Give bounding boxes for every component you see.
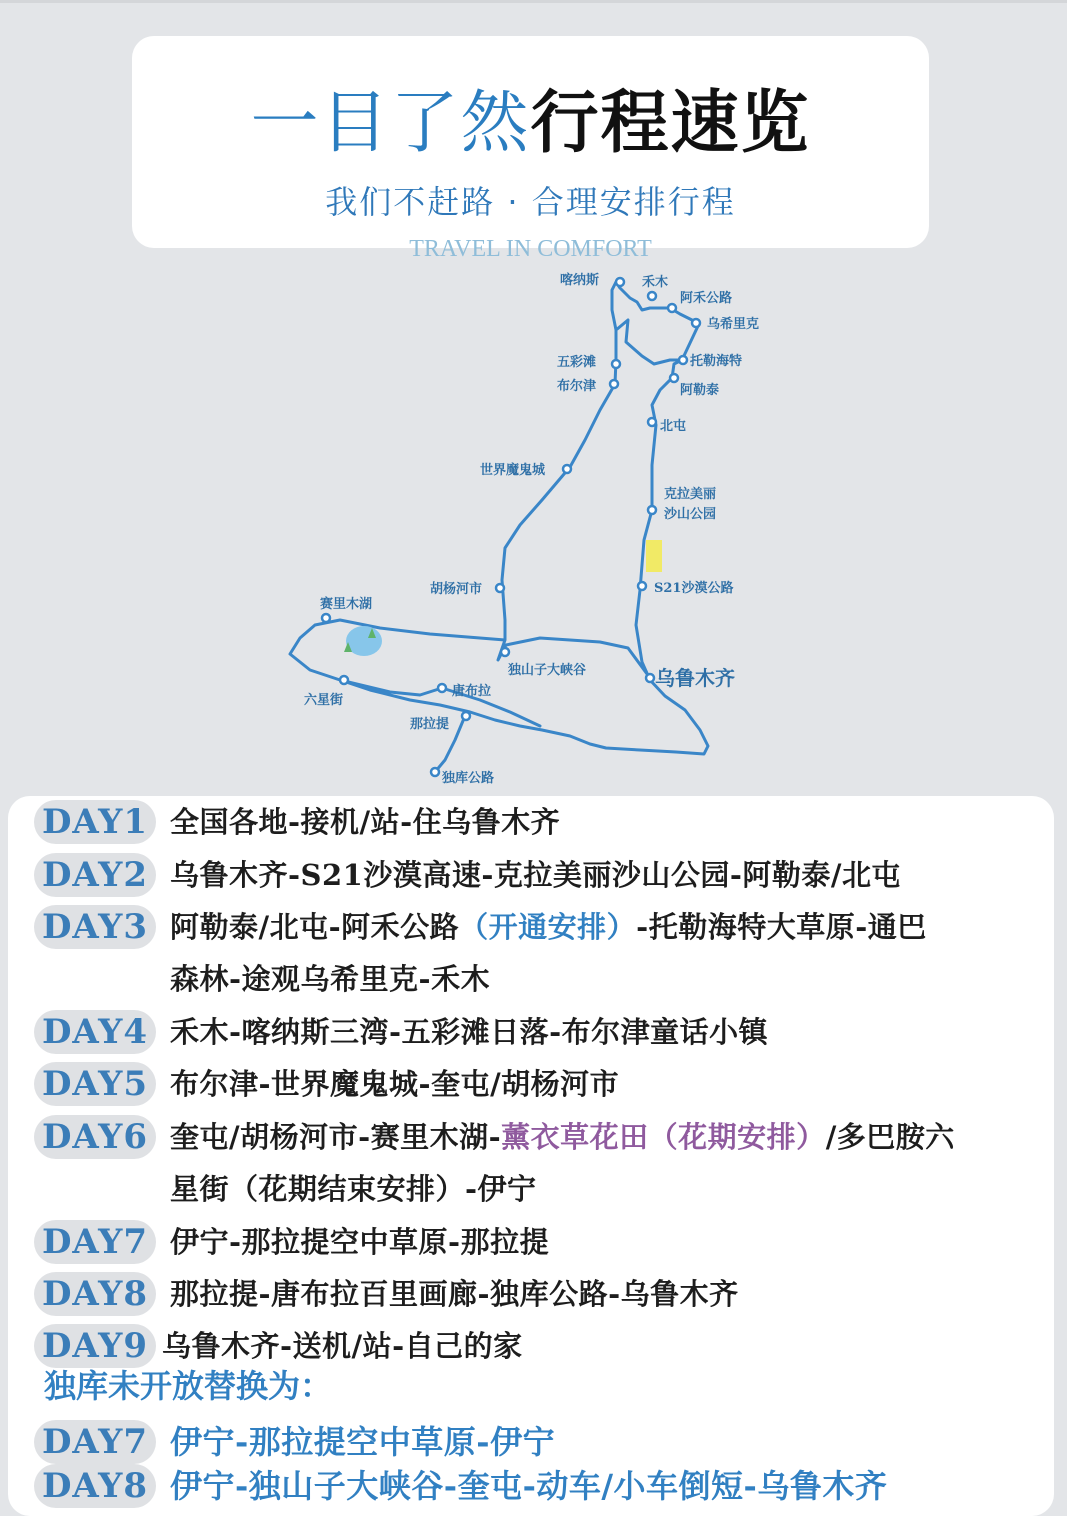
header-card — [132, 36, 929, 262]
day-text-part: 星街（花期结束安排）-伊宁 — [170, 1172, 537, 1206]
s21-highlight — [646, 540, 662, 572]
day-badge: DAY7 — [34, 1220, 156, 1264]
day-badge: DAY4 — [34, 1010, 156, 1054]
day-text-highlight: （开通安排） — [459, 910, 637, 944]
day-text-part: -托勒海特大草原-通巴 — [636, 910, 927, 944]
day-text-part: 奎屯/胡杨河市-赛里木湖- — [170, 1120, 502, 1154]
day-description: 全国各地-接机/站-住乌鲁木齐 — [170, 805, 561, 839]
day-badge: DAY8 — [34, 1272, 156, 1316]
map-label-wuxilike: 乌希里克 — [707, 317, 760, 332]
title-part-1: 一目了然 — [250, 84, 531, 163]
page-tagline: TRAVEL IN COMFORT — [409, 236, 652, 262]
day-badge: DAY6 — [34, 1115, 156, 1159]
map-label-sayram: 赛里木湖 — [320, 597, 373, 612]
day-description: 伊宁-那拉提空中草原-那拉提 — [170, 1225, 550, 1259]
day-text-part: /多巴胺六 — [825, 1120, 955, 1154]
page-title — [132, 82, 929, 166]
map-label-hemu: 禾木 — [642, 275, 669, 290]
map-label-shashan-park: 沙山公园 — [664, 507, 717, 522]
map-label-devil-city: 世界魔鬼城 — [480, 463, 546, 478]
day-description: 那拉提-唐布拉百里画廊-独库公路-乌鲁木齐 — [170, 1277, 739, 1311]
day-badge: DAY9 — [34, 1324, 156, 1368]
alternate-heading: 独库未开放替换为： — [44, 1367, 333, 1405]
day-badge: DAY8 — [34, 1464, 156, 1508]
day-text-highlight: 薰衣草花田（花期安排） — [501, 1120, 826, 1154]
map-label-urumqi: 乌鲁木齐 — [655, 666, 735, 690]
day-text-part: 森林-途观乌希里克-禾木 — [170, 962, 491, 996]
day-badge: DAY2 — [34, 853, 156, 897]
map-label-s21: S21沙漠公路 — [654, 581, 734, 596]
map-label-liuxingjie: 六星街 — [304, 693, 344, 708]
itinerary-card — [8, 796, 1054, 1516]
day-text-part: 阿勒泰/北屯-阿禾公路 — [170, 910, 460, 944]
map-label-dushanzi: 独山子大峡谷 — [508, 663, 587, 678]
map-label-huyanghe: 胡杨河市 — [430, 582, 483, 597]
map-label-altay: 阿勒泰 — [680, 383, 720, 398]
day-description: 乌鲁木齐-S21沙漠高速-克拉美丽沙山公园-阿勒泰/北屯 — [170, 858, 902, 892]
route-map-svg — [280, 260, 800, 795]
map-label-beitun: 北屯 — [660, 419, 687, 434]
map-label-duku: 独库公路 — [442, 771, 495, 786]
map-label-burqin: 布尔津 — [557, 379, 597, 394]
map-label-tangbula: 唐布拉 — [452, 684, 492, 699]
top-divider — [0, 0, 1067, 3]
day-description — [170, 901, 1030, 1005]
map-label-nalati: 那拉提 — [410, 717, 450, 732]
page-subtitle: 我们不赶路 · 合理安排行程 — [325, 183, 736, 221]
day-badge: DAY7 — [34, 1420, 156, 1464]
title-part-2: 行程速览 — [530, 84, 811, 163]
route-nodes — [322, 278, 700, 776]
map-label-ahe-road: 阿禾公路 — [680, 291, 733, 306]
day-description — [170, 1111, 1030, 1215]
map-label-wucaitan: 五彩滩 — [557, 355, 597, 370]
route-line — [290, 282, 708, 772]
day-badge: DAY5 — [34, 1062, 156, 1106]
day-description: 伊宁-独山子大峡谷-奎屯-动车/小车倒短-乌鲁木齐 — [170, 1467, 888, 1505]
map-label-tuolehaite: 托勒海特 — [690, 354, 743, 369]
day-description: 乌鲁木齐-送机/站-自己的家 — [162, 1329, 523, 1363]
day-description: 布尔津-世界魔鬼城-奎屯/胡杨河市 — [170, 1067, 620, 1101]
map-label-kanas: 喀纳斯 — [560, 273, 600, 288]
day-description: 禾木-喀纳斯三湾-五彩滩日落-布尔津童话小镇 — [170, 1015, 769, 1049]
route-map — [280, 260, 800, 795]
day-badge: DAY1 — [34, 800, 156, 844]
map-label-kelameili: 克拉美丽 — [664, 487, 717, 502]
day-badge: DAY3 — [34, 905, 156, 949]
day-description: 伊宁-那拉提空中草原-伊宁 — [170, 1423, 556, 1461]
